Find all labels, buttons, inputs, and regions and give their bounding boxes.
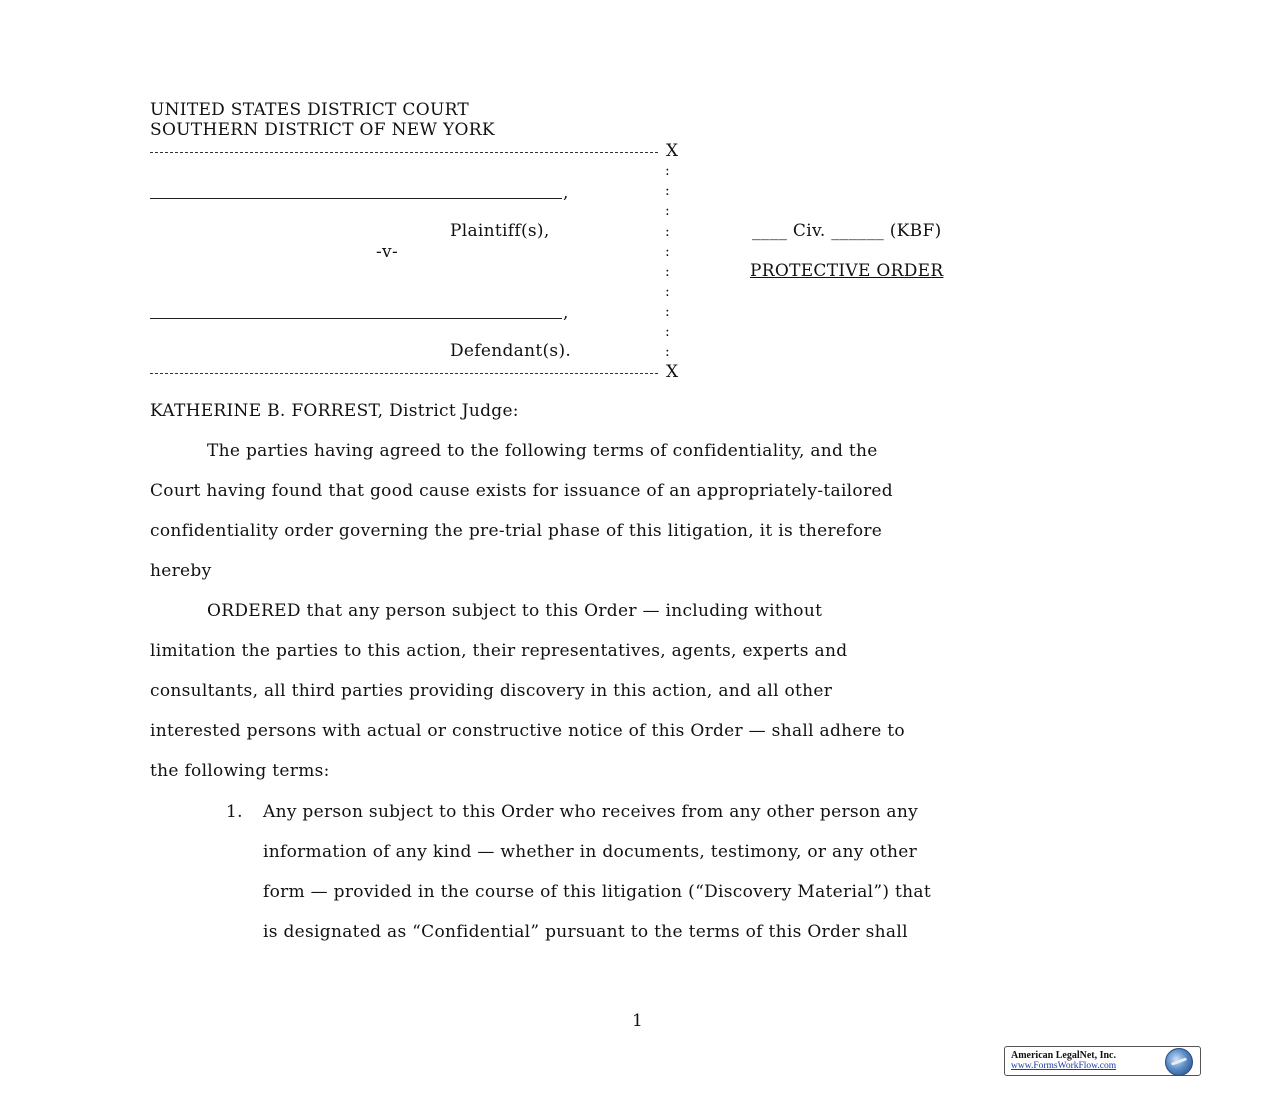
defendant-comma: ,: [563, 303, 569, 323]
case-number: ____ Civ. ______ (KBF): [752, 221, 942, 241]
paragraph-line: Court having found that good cause exists for issuance of an appropriately-tailored: [150, 481, 893, 501]
paragraph-line: the following terms:: [150, 761, 330, 781]
list-item-number: 1.: [226, 802, 243, 822]
document-title: PROTECTIVE ORDER: [750, 261, 944, 281]
caption-colon: :: [665, 183, 670, 199]
list-item-line: form — provided in the course of this litigation (“Discovery Material”) that: [263, 882, 931, 902]
caption-colon: :: [665, 284, 670, 300]
caption-colon: :: [665, 203, 670, 219]
paragraph-line: consultants, all third parties providing discovery in this action, and all other: [150, 681, 833, 701]
caption-bottom-x: X: [666, 362, 679, 382]
caption-colon: :: [665, 344, 670, 360]
plaintiff-name-blank: [150, 198, 562, 199]
caption-colon: :: [665, 163, 670, 179]
paragraph-recital: [150, 431, 1135, 591]
paragraph-line: hereby: [150, 561, 212, 581]
page-number: 1: [632, 1011, 644, 1031]
list-item-line: Any person subject to this Order who receives from any other person any: [263, 802, 918, 822]
paragraph-line: The parties having agreed to the following terms of confidentiality, and the: [150, 441, 878, 461]
plaintiff-label: Plaintiff(s),: [450, 221, 550, 241]
paragraph-line: interested persons with actual or constructive notice of this Order — shall adhere to: [150, 721, 905, 741]
paragraph-ordered: [150, 591, 1135, 791]
paragraph-line: confidentiality order governing the pre-trial phase of this litigation, it is therefore: [150, 521, 883, 541]
plaintiff-comma: ,: [563, 183, 569, 203]
list-item-line: is designated as “Confidential” pursuant to the terms of this Order shall: [263, 922, 908, 942]
globe-icon: [1165, 1048, 1193, 1076]
defendant-name-blank: [150, 318, 562, 319]
list-item-line: information of any kind — whether in documents, testimony, or any other: [263, 842, 918, 862]
court-district: SOUTHERN DISTRICT OF NEW YORK: [150, 120, 495, 140]
versus-label: -v-: [376, 242, 398, 262]
logo-url-link[interactable]: www.FormsWorkFlow.com: [1011, 1061, 1117, 1071]
american-legalnet-logo[interactable]: [1004, 1046, 1201, 1076]
judge-line: KATHERINE B. FORREST, District Judge:: [150, 401, 519, 421]
caption-top-divider: [150, 152, 658, 153]
caption-colon: :: [665, 324, 670, 340]
court-name: UNITED STATES DISTRICT COURT: [150, 100, 470, 120]
paragraph-line: ORDERED that any person subject to this Order — including without: [150, 601, 823, 621]
paragraph-line: limitation the parties to this action, their representatives, agents, experts and: [150, 641, 848, 661]
caption-colon: :: [665, 244, 670, 260]
caption-bottom-divider: [150, 373, 658, 374]
defendant-label: Defendant(s).: [450, 341, 572, 361]
logo-company-name: American LegalNet, Inc.: [1011, 1050, 1116, 1061]
caption-colon: :: [665, 264, 670, 280]
caption-colon: :: [665, 304, 670, 320]
list-item: [226, 792, 1136, 952]
caption-top-x: X: [666, 141, 679, 161]
caption-colon: :: [665, 224, 670, 240]
